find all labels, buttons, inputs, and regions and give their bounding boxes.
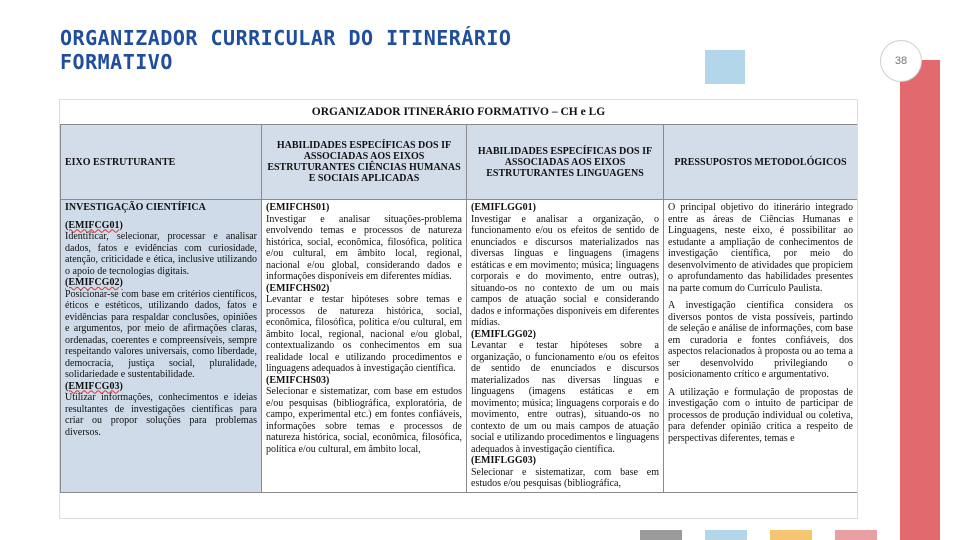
document-heading: ORGANIZADOR ITINERÁRIO FORMATIVO – CH e LG	[311, 106, 606, 118]
decorative-blue-square	[705, 50, 745, 84]
eixo-title: INVESTIGAÇÃO CIENTÍFICA	[65, 202, 206, 213]
skill-code: (EMIFCHS02)	[266, 282, 330, 294]
skill-code: (EMIFCHS01)	[266, 202, 330, 213]
document-image	[60, 100, 857, 518]
skill-text: Investigar e analisar situações-problema envolvendo temas e processos de natureza histórica, social, econômica, filosófica, política e/ou cultural, em âmbito local, regional, nacional e/ou global, considerando dados e informações disponíveis em diferentes mídias.	[266, 213, 462, 282]
decorative-blue-swatch	[705, 530, 747, 540]
skill-code: (EMIFLGG02)	[471, 328, 536, 340]
skill-text: Selecionar e sistematizar, com base em estudos e/ou pesquisas (bibliográfica, exploratória, de campo, experimental etc.) em fontes confiáveis, informações sobre temas e processos de natureza histórica, social, econômica, filosófica, política e/ou cultural, em âmbito local,	[266, 386, 462, 455]
slide-title-line-1: ORGANIZADOR CURRICULAR DO ITINERÁRIO	[60, 26, 512, 50]
slide-title	[60, 26, 700, 74]
header-eixo: EIXO ESTRUTURANTE	[61, 125, 262, 200]
skill-text: Identificar, selecionar, processar e analisar dados, fatos e evidências com curiosidade, atenção, criticidade e ética, inclusive utilizando o apoio de tecnologias digitais.	[65, 231, 257, 277]
cell-eixo	[61, 200, 262, 493]
page-number: 38	[880, 40, 922, 82]
header-pressupostos: PRESSUPOSTOS METODOLÓGICOS	[664, 125, 858, 200]
skill-text: Posicionar-se com base em critérios científicos, éticos e estéticos, utilizando dados, fatos e evidências para respaldar conclusões, opiniões e argumentos, por meio de afirmações claras, ordenadas, coerentes e compreensíveis, sempre respeitando valores universais, como liberdade, democracia, justiça social, pluralidade, solidariedade e sustentabilidade.	[65, 288, 257, 380]
skill-code: (EMIFCG01)	[65, 219, 123, 231]
cell-habilidades-chsa	[262, 200, 467, 493]
skill-code: (EMIFLGG01)	[471, 202, 536, 213]
skill-code: (EMIFCHS03)	[266, 374, 330, 386]
organizer-table	[60, 124, 857, 493]
table-header-row	[61, 125, 858, 200]
skill-text: Levantar e testar hipóteses sobre a organização, o funcionamento e/ou os efeitos de sentido de enunciados e discursos materializados nas diversas línguas e linguagens (imagens estáticas e em movimento; música; linguagens corporais e do movimento, entre outras), situando-os no contexto de um ou mais campos de atuação social e utilizando procedimentos e linguagens adequados à investigação científica.	[471, 340, 659, 455]
cell-pressupostos	[664, 200, 858, 493]
skill-text: Utilizar informações, conhecimentos e ideias resultantes de investigações científicas para criar ou propor soluções para problemas diversos.	[65, 392, 257, 438]
skill-code: (EMIFLGG03)	[471, 455, 536, 466]
cell-habilidades-linguagens	[467, 200, 664, 493]
skill-code: (EMIFCG02)	[65, 277, 123, 288]
skill-text: Selecionar e sistematizar, com base em estudos e/ou pesquisas (bibliográfica,	[471, 466, 659, 489]
decorative-red-bar	[900, 60, 940, 540]
method-paragraph: O principal objetivo do itinerário integrado entre as áreas de Ciências Humanas e Linguagens, neste eixo, é possibilitar ao estudante a ampliação de conhecimentos de investigação científica, por meio do desenvolvimento de atividades que propiciem o aprofundamento das habilidades presentes na parte comum do Currículo Paulista.	[668, 202, 853, 294]
slide-title-line-2: FORMATIVO	[60, 50, 173, 74]
header-habilidades-chsa: HABILIDADES ESPECÍFICAS DOS IF ASSOCIADAS AOS EIXOS ESTRUTURANTES CIÊNCIAS HUMANAS E SOCIAIS APLICADAS	[262, 125, 467, 200]
table-row	[61, 200, 858, 493]
header-habilidades-linguagens: HABILIDADES ESPECÍFICAS DOS IF ASSOCIADAS AOS EIXOS ESTRUTURANTES LINGUAGENS	[467, 125, 664, 200]
decorative-yellow-swatch	[770, 530, 812, 540]
skill-text: Investigar e analisar a organização, o funcionamento e/ou os efeitos de sentido de enunciados e discursos materializados nas diversas línguas e linguagens (imagens estáticas e em movimento; música; linguagens corporais e do movimento, entre outras), situando-os no contexto de um ou mais campos de atuação social e considerando dados e informações disponíveis em diferentes mídias.	[471, 213, 659, 328]
method-paragraph: A investigação científica considera os diversos pontos de vista possíveis, partindo de seleção e análise de informações, com base em curadoria e fontes confiáveis, dos aspectos relacionados à proposta ou ao tema a ser desenvolvido privilegiando o posicionamento crítico e argumentativo.	[668, 300, 853, 380]
decorative-pink-swatch	[835, 530, 877, 540]
skill-code: (EMIFCG03)	[65, 380, 123, 392]
method-paragraph: A utilização e formulação de propostas de investigação com o intuito de participar de processos de produção individual ou coletiva, para defender opinião crítica a respeito de perspectivas diferentes, temas e	[668, 386, 853, 444]
decorative-gray-swatch	[640, 530, 682, 540]
skill-text: Levantar e testar hipóteses sobre temas e processos de natureza histórica, social, econômica, filosófica, política e/ou cultural, em âmbito local, regional, nacional e/ou global, contextualizando os conhecimentos em sua realidade local e utilizando procedimentos e linguagens adequados à investigação científica.	[266, 294, 462, 374]
